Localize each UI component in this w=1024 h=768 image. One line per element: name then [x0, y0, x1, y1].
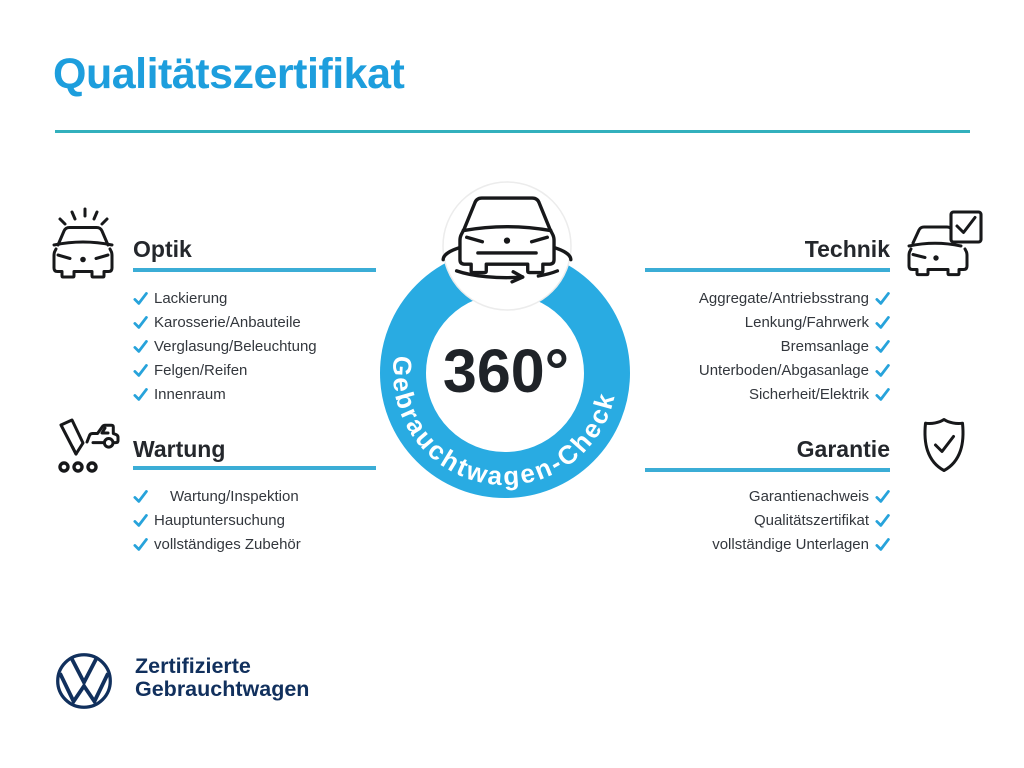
- 360-check-ring: [355, 180, 665, 520]
- check-icon: [875, 339, 890, 354]
- check-icon: [133, 315, 148, 330]
- list-item: Lackierung: [133, 286, 453, 310]
- list-item: Felgen/Reifen: [133, 358, 453, 382]
- check-icon: [875, 513, 890, 528]
- check-icon: [133, 387, 148, 402]
- list-item: Hauptuntersuchung: [133, 508, 453, 532]
- list-item: Wartung/Inspektion: [133, 484, 453, 508]
- list-item: Lenkung/Fahrwerk: [560, 310, 890, 334]
- check-icon: [875, 291, 890, 306]
- list-item: Bremsanlage: [560, 334, 890, 358]
- pencil-car-checklist-icon: [45, 412, 121, 484]
- footer-brand-text: [135, 655, 309, 701]
- list-item: Unterboden/Abgasanlage: [560, 358, 890, 382]
- check-icon: [133, 489, 148, 504]
- footer-line2: Gebrauchtwagen: [135, 677, 310, 701]
- list-item: Aggregate/Antriebsstrang: [560, 286, 890, 310]
- section-title-garantie: Garantie: [796, 436, 890, 462]
- section-title-wartung: Wartung: [133, 436, 226, 462]
- car-checkbox-icon: [903, 205, 987, 285]
- check-icon: [875, 315, 890, 330]
- technik-underline: [645, 268, 890, 272]
- check-icon: [133, 291, 148, 306]
- ring-curved-label: Gebrauchtwagen-Check: [386, 355, 622, 492]
- check-icon: [875, 387, 890, 402]
- section-title-optik: Optik: [133, 236, 192, 262]
- shield-check-icon: [918, 416, 970, 476]
- check-icon: [133, 339, 148, 354]
- footer-line1: Zertifizierte: [135, 654, 251, 678]
- wartung-underline: [133, 466, 376, 470]
- list-item: Verglasung/Beleuchtung: [133, 334, 453, 358]
- check-icon: [875, 537, 890, 552]
- title-divider: [55, 130, 970, 133]
- check-icon: [133, 363, 148, 378]
- list-item: Karosserie/Anbauteile: [133, 310, 453, 334]
- list-item: Qualitätszertifikat: [560, 508, 890, 532]
- garantie-underline: [645, 468, 890, 472]
- vw-logo-icon: [55, 652, 113, 710]
- check-icon: [875, 489, 890, 504]
- list-item: vollständiges Zubehör: [133, 532, 453, 556]
- section-title-technik: Technik: [804, 236, 890, 262]
- list-item: vollständige Unterlagen: [560, 532, 890, 556]
- list-item: Garantienachweis: [560, 484, 890, 508]
- check-icon: [875, 363, 890, 378]
- list-item: Innenraum: [133, 382, 453, 406]
- optik-underline: [133, 268, 376, 272]
- list-item: Sicherheit/Elektrik: [560, 382, 890, 406]
- car-shine-icon: [45, 206, 121, 284]
- check-icon: [133, 513, 148, 528]
- 360-label: 360°: [442, 337, 570, 405]
- check-icon: [133, 537, 148, 552]
- page-title: Qualitätszertifikat: [53, 50, 405, 98]
